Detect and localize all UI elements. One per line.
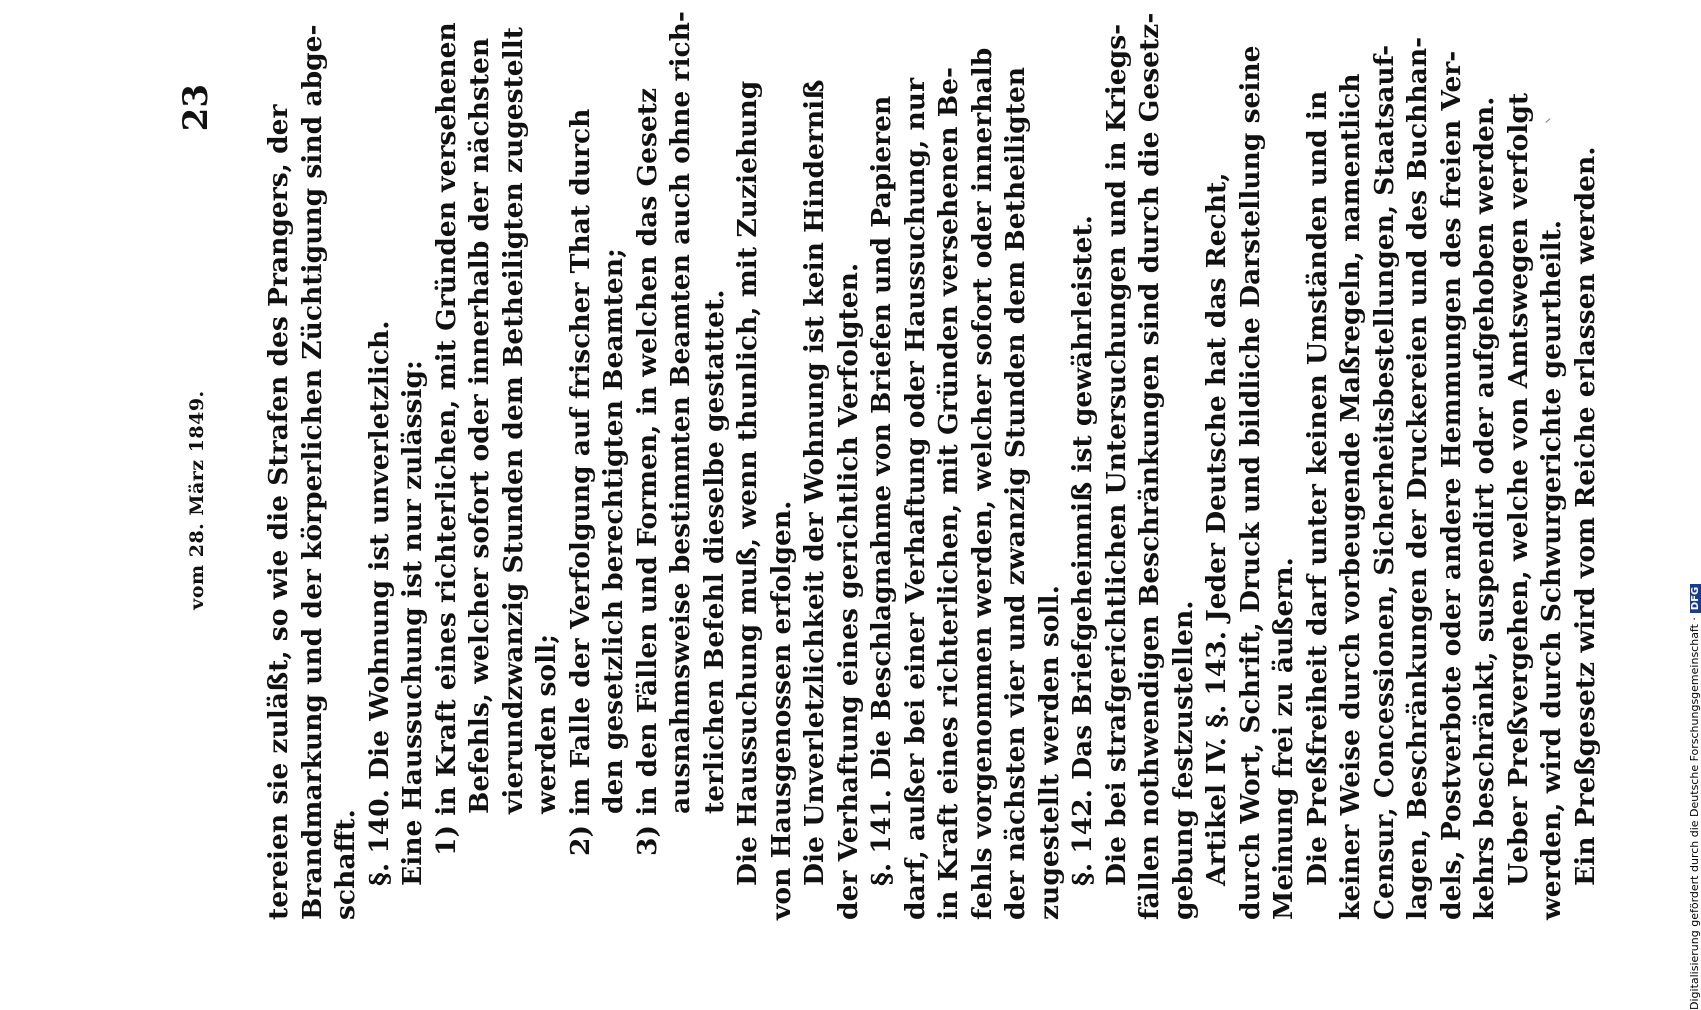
text-line: darf, außer bei einer Verhaftung oder Haussuchung, nur	[899, 77, 931, 920]
text-line: Ein Preßgesetz wird vom Reiche erlassen werden.	[1569, 146, 1601, 886]
text-line: gebung festzustellen.	[1167, 600, 1199, 920]
text-line: zugestellt werden soll.	[1033, 585, 1065, 920]
text-line: Die Unverletzlichkeit der Wohnung ist kein Hinderniß	[799, 79, 830, 886]
text-line: Die bei strafgerichtlichen Untersuchungen und in Kriegs-	[1100, 23, 1132, 886]
list-item-1: 1) in Kraft eines richterlichen, mit Gründen versehenen	[430, 22, 462, 856]
text-line: tereien sie zuläßt, so wie die Strafen des Prangers, der	[263, 104, 294, 920]
text-line: Befehls, welcher sofort oder innerhalb der nächsten	[464, 37, 495, 814]
text-line: terlichen Befehl dieselbe gestattet.	[698, 289, 730, 814]
text-line: der nächsten vier und zwanzig Stunden dem Betheiligten	[1000, 66, 1031, 920]
text-line: Ueber Preßvergehen, welche von Amtswegen verfolgt	[1502, 92, 1534, 886]
text-line: von Hausgenossen erfolgen.	[765, 500, 797, 920]
text-line: Censur, Concessionen, Sicherheitsbestellungen, Staatsauf-	[1368, 44, 1400, 920]
text-line: Meinung frei zu äußern.	[1268, 557, 1299, 920]
text-line: dels, Postverbote oder andere Hemmungen des freien Ver-	[1435, 50, 1467, 920]
running-head: vom 28. März 1849.	[186, 390, 208, 610]
text-line: vierundzwanzig Stunden dem Betheiligten zugestellt	[497, 26, 529, 814]
text-line: keiner Weise durch vorbeugende Maßregeln, namentlich	[1335, 73, 1366, 920]
page-header	[176, 80, 248, 920]
digitization-credit	[1688, 584, 1701, 1010]
text-line: Die Preßfreiheit darf unter keinen Umständen und in	[1301, 90, 1333, 886]
list-item-2: 2) im Falle der Verfolgung auf frischer That durch	[564, 108, 596, 856]
text-line: Brandmarkung und der körperlichen Züchtigung sind abge-	[296, 24, 328, 920]
text-line: der Verhaftung eines gerichtlich Verfolgten.	[832, 262, 864, 920]
text-line: durch Wort, Schrift, Druck und bildliche Darstellung seine	[1234, 45, 1266, 920]
section-heading-141: §. 141. Die Beschlagnahme von Briefen und Papieren	[866, 95, 897, 886]
text-line: den gesetzlich berechtigten Beamten;	[598, 248, 629, 814]
section-heading-142: §. 142. Das Briefgeheimniß ist gewährleistet.	[1067, 215, 1098, 886]
section-heading-140: §. 140. Die Wohnung ist unverletzlich.	[363, 320, 395, 886]
text-line: werden soll;	[531, 633, 562, 814]
dfg-logo: DFG	[1690, 584, 1701, 613]
text-line: ausnahmsweise bestimmten Beamten auch ohne rich-	[665, 11, 696, 814]
text-line: Die Haussuchung muß, wenn thunlich, mit Zuziehung	[732, 80, 763, 886]
page-body	[262, 11, 1602, 920]
text-line: werden, wird durch Schwurgerichte geurtheilt.	[1536, 219, 1567, 920]
text-line: lagen, Beschränkungen der Druckereien und des Buchhan-	[1402, 36, 1433, 920]
text-line: in Kraft eines richterlichen, mit Gründen versehenen Be-	[933, 67, 964, 920]
text-line: schafft.	[330, 809, 361, 920]
text-line: fällen nothwendigen Beschränkungen sind durch die Gesetz-	[1134, 12, 1165, 920]
book-page	[176, 11, 1601, 920]
list-item-3: 3) in den Fällen und Formen, in welchen das Gesetz	[631, 87, 663, 856]
text-line: kehrs beschränkt, suspendirt oder aufgehoben werden.	[1469, 96, 1500, 920]
text-line: Eine Haussuchung ist nur zulässig:	[397, 360, 428, 886]
credit-text: Digitalisierung gefördert durch die Deutsche Forschungsgemeinschaft ·	[1688, 617, 1701, 1010]
page-number: 23	[176, 84, 216, 132]
article-heading-iv: Artikel IV. §. 143. Jeder Deutsche hat das Recht,	[1201, 172, 1232, 886]
text-line: fehls vorgenommen werden, welcher sofort oder innerhalb	[966, 47, 998, 920]
